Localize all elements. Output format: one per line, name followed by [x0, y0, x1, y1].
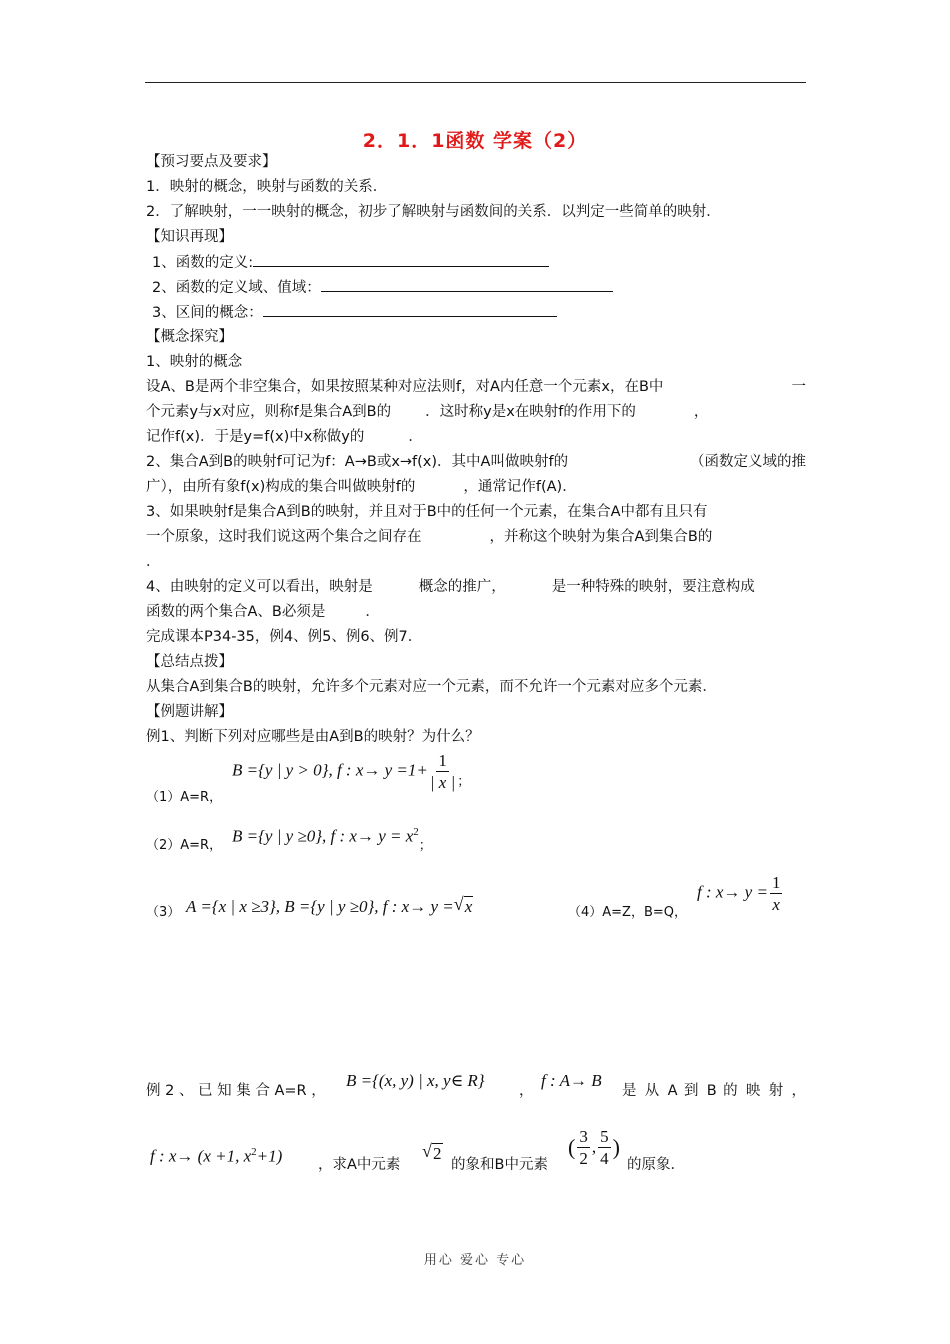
example2-map-formula: [150, 1146, 282, 1167]
example2-question: [318, 1155, 400, 1175]
example2-question: 的象和B中元素: [451, 1157, 548, 1173]
numerator: 1: [438, 751, 447, 770]
concept-line: [146, 602, 380, 622]
formula-text: f : x→ (x +1, x: [150, 1146, 252, 1166]
text: 是一种特殊的映射，要注意构成: [551, 579, 755, 595]
radical-sign: √: [422, 1141, 432, 1161]
page-title: 2．1．1函数 学案（2）: [362, 130, 588, 152]
example2-comma: ，: [519, 1083, 534, 1099]
knowledge-item: [152, 302, 557, 323]
concept-line: [146, 577, 755, 597]
example1-case2-label: （2）A=R，: [146, 838, 223, 853]
concept-line: [146, 527, 712, 547]
fill-blank[interactable]: [253, 252, 549, 267]
knowledge-label: 3、区间的概念：: [152, 305, 263, 321]
denominator: | x |: [429, 773, 456, 792]
formula-tail: ；: [457, 773, 471, 789]
text: 一个原象，这时我们说这两个集合之间存在: [146, 529, 422, 545]
example2-point: ( $\frac{3}{2}$ , $\frac{5}{4}$ ): [568, 1127, 620, 1168]
formula-tail: ；: [418, 837, 432, 853]
text: ，通常记作f(A)．: [463, 479, 577, 495]
formula-text: f : x→ y =: [697, 882, 768, 902]
text: ，求A中元素: [318, 1157, 401, 1173]
fill-blank[interactable]: [321, 277, 613, 292]
fraction: [430, 752, 455, 791]
fraction: [598, 1128, 611, 1167]
example2-formula-b: B ={(x, y) | x, y∈ R}: [346, 1071, 485, 1090]
denominator: 2: [579, 1149, 588, 1168]
formula-text: B ={y | y ≥0}, f : x→ y = x: [232, 826, 414, 846]
text: ．: [365, 604, 380, 620]
example1-case3-label: （3）: [146, 905, 181, 920]
section-summary: 【总结点拨】: [146, 654, 233, 670]
knowledge-label: 1、函数的定义:: [152, 255, 254, 271]
example2-question: 的原象．: [627, 1157, 685, 1173]
numerator: 1: [771, 873, 781, 892]
text: 2、集合A到B的映射f可记为f：A→B或x→f(x)．其中A叫做映射f的: [146, 454, 569, 470]
radicand: 2: [433, 1144, 442, 1163]
text: ，并称这个映射为集合A到集合B的: [489, 529, 713, 545]
exponent: 2: [251, 1146, 257, 1158]
square-root: [422, 1141, 443, 1164]
page-footer: 用心 爱心 专心: [423, 1253, 527, 1268]
example1-case1-label: （1）A=R，: [146, 790, 223, 805]
example1-case4-label: （4）A=Z，B=Q，: [568, 905, 688, 920]
example1-prompt: 例1、判断下列对应哪些是由A到B的映射？为什么？: [146, 729, 480, 745]
knowledge-label: 2、函数的定义域、值域：: [152, 280, 321, 296]
text: 4、由映射的定义可以看出，映射是: [146, 579, 373, 595]
text: 概念的推广，: [418, 579, 506, 595]
preview-item: 2．了解映射，一一映射的概念，初步了解映射与函数间的关系．以判定一些简单的映射．: [146, 204, 721, 220]
concept-line: [146, 402, 708, 422]
fraction: [577, 1128, 590, 1167]
example1-case4-formula: [697, 874, 784, 913]
concept-line: [146, 427, 423, 447]
text: 设A、B是两个非空集合，如果按照某种对应法则f，对A内任意一个元素x，在B中: [146, 379, 664, 395]
denominator: 4: [600, 1149, 609, 1168]
square-root: [453, 894, 474, 917]
knowledge-item: [152, 277, 613, 298]
example1-case2-formula: [232, 826, 432, 854]
example2-formula-f: f : A→ B: [541, 1071, 602, 1090]
section-examples: 【例题讲解】: [146, 704, 233, 720]
text: 记作f(x)．于是y=f(x)中x称做y的: [146, 429, 365, 445]
preview-item: 1．映射的概念，映射与函数的关系．: [146, 179, 388, 195]
text: ．: [408, 429, 423, 445]
formula-text: B ={y | y > 0}, f : x→ y =1+: [232, 760, 428, 780]
concept-line: ．: [146, 554, 161, 570]
formula-text: A ={x | x ≥3}, B ={y | y ≥0}, f : x→ y =: [186, 897, 454, 916]
text: 个元素y与x对应，则称f是集合A到B的: [146, 404, 392, 420]
example1-case1-formula: [232, 752, 470, 791]
radical-sign: √: [453, 894, 464, 914]
section-concept: 【概念探究】: [146, 329, 233, 345]
denominator: x: [772, 895, 780, 914]
fraction: [770, 874, 783, 913]
exponent: 2: [413, 826, 419, 838]
numerator: 5: [600, 1127, 609, 1146]
concept-line: [146, 377, 806, 397]
header-rule: [145, 82, 806, 83]
text: （函数定义域的推: [690, 454, 806, 470]
text: 广），由所有象f(x)构成的集合叫做映射f的: [146, 479, 416, 495]
concept-line: 完成课本P34-35，例4、例5、例6、例7．: [146, 629, 423, 645]
section-preview: 【预习要点及要求】: [146, 154, 277, 170]
summary-text: 从集合A到集合B的映射，允许多个元素对应一个元素，而不允许一个元素对应多个元素．: [146, 679, 717, 695]
concept-heading: 1、映射的概念: [146, 354, 243, 370]
concept-line: [146, 477, 577, 497]
example2-intro: 例 2 、 已 知 集 合 A=R ，: [146, 1083, 326, 1099]
text: 函数的两个集合A、B必须是: [146, 604, 326, 620]
example2-sqrt2: [422, 1141, 443, 1164]
concept-line: 3、如果映射f是集合A到B的映射，并且对于B中的任何一个元素，在集合A中都有且只有: [146, 504, 708, 520]
numerator: 3: [579, 1127, 588, 1146]
section-knowledge: 【知识再现】: [146, 229, 233, 245]
text: ．这时称y是x在映射f的作用下的: [425, 404, 636, 420]
text: ，: [693, 404, 709, 420]
formula-text: +1): [256, 1146, 283, 1166]
example1-case3-formula: [186, 894, 473, 917]
fill-blank[interactable]: [263, 302, 557, 317]
text: 一: [791, 379, 806, 395]
radicand: x: [464, 897, 473, 916]
example2-intro-tail: 是 从 A 到 B 的 映 射 ，: [622, 1083, 806, 1099]
concept-line: [146, 452, 806, 472]
knowledge-item: [152, 252, 549, 273]
